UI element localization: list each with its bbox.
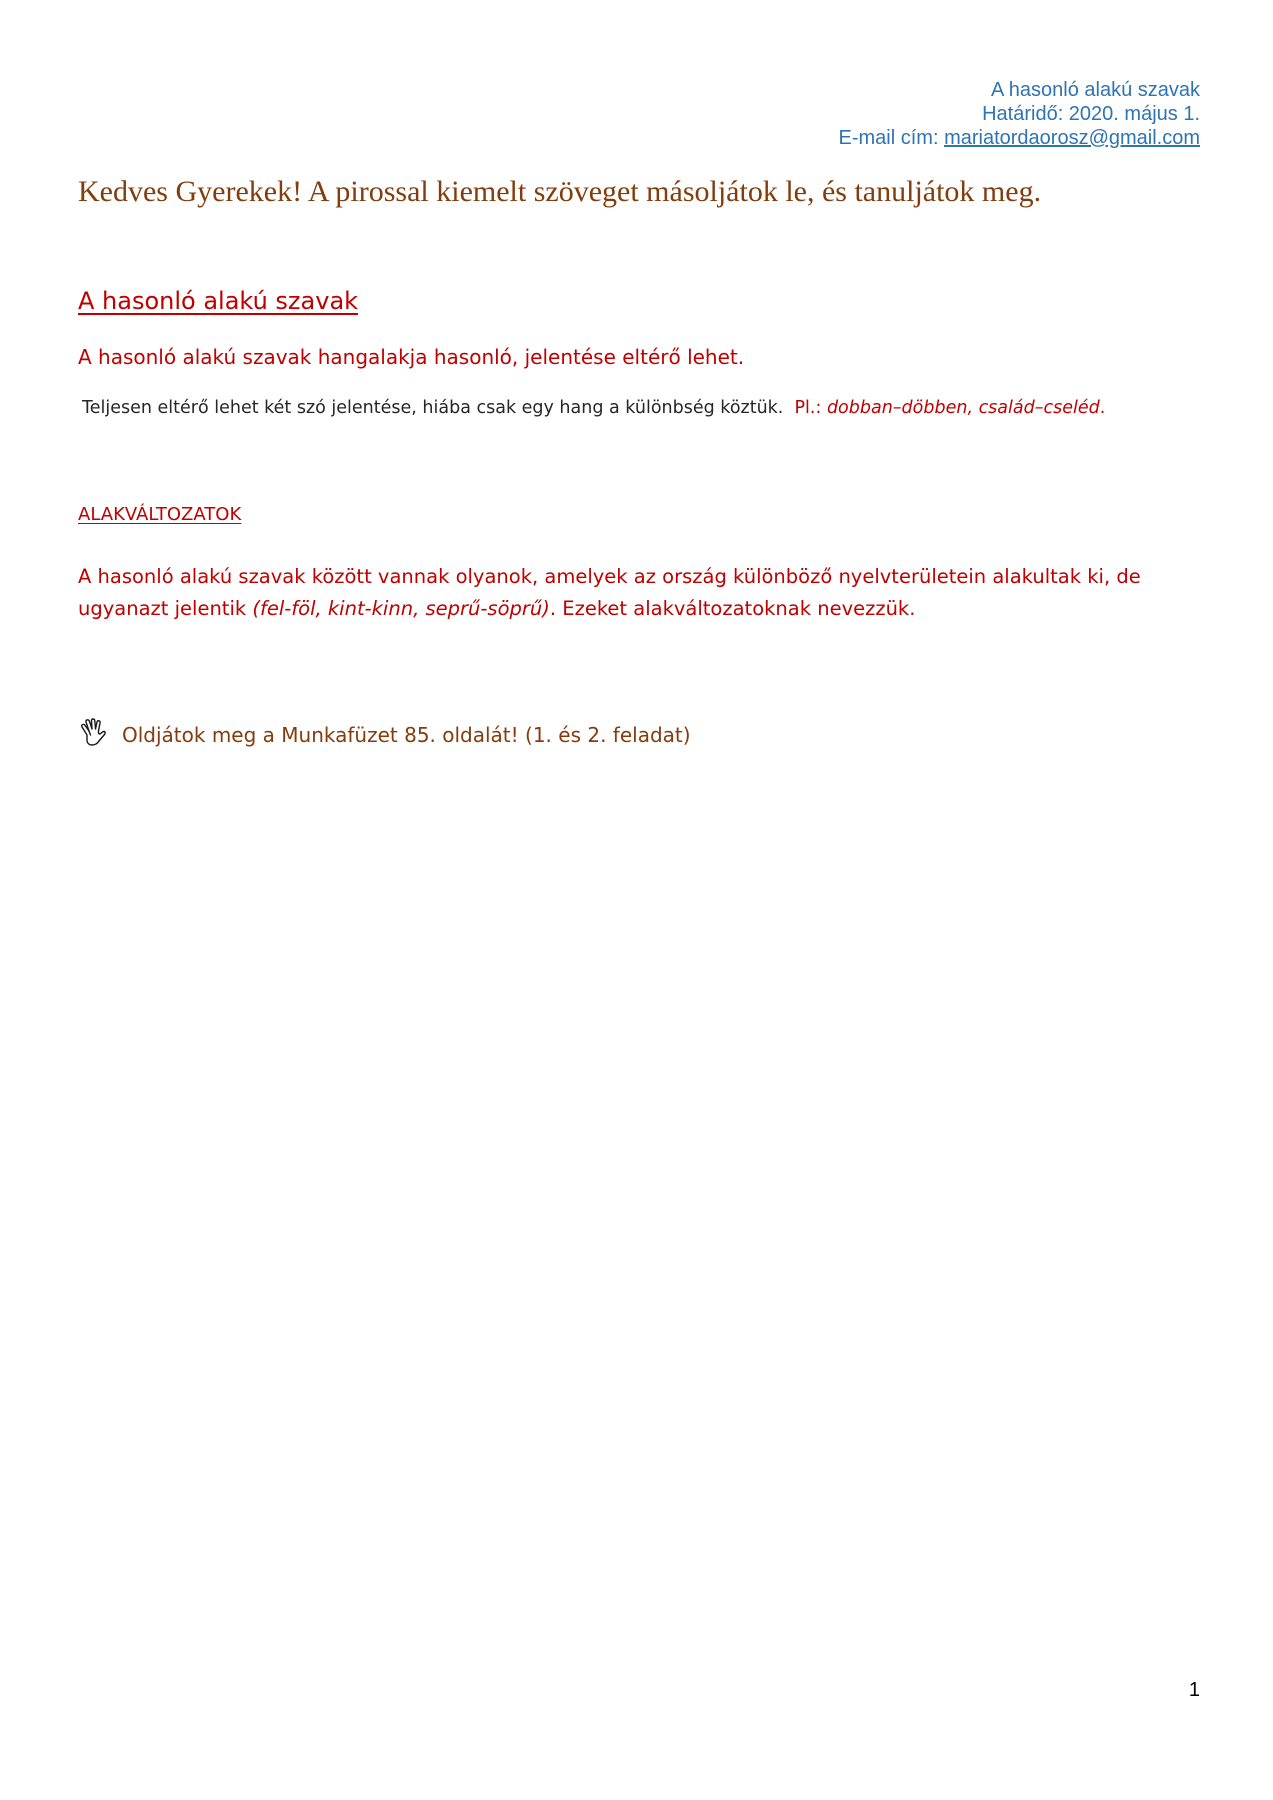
paragraph-text-after: . Ezeket alakváltozatoknak nevezzük.	[549, 597, 916, 620]
email-link[interactable]: mariatordaorosz@gmail.com	[944, 127, 1200, 149]
example-words: dobban–döbben, család–cseléd	[826, 398, 1100, 418]
header-email-line	[839, 126, 1201, 150]
example-line	[82, 396, 1105, 420]
email-label: E-mail cím:	[838, 127, 945, 149]
document-header	[839, 78, 1201, 150]
hand-icon	[78, 718, 108, 748]
rule-text: A hasonló alakú szavak hangalakja hasonló, jelentése eltérő lehet.	[78, 345, 745, 369]
header-title: A hasonló alakú szavak	[990, 79, 1200, 101]
page-number: 1	[1188, 1679, 1200, 1701]
example-text: Teljesen eltérő lehet két szó jelentése, hiába csak egy hang a különbség köztük.	[82, 398, 784, 418]
header-deadline: Határidő: 2020. május 1.	[982, 103, 1200, 125]
paragraph-text-before: A hasonló alakú szavak között vannak olyanok, amelyek az ország különböző nyelvterületein alakultak ki, de ugyanazt jelentik	[78, 565, 1141, 620]
paragraph-examples: (fel-föl, kint-kinn, seprű-söprű)	[252, 597, 550, 620]
subsection-paragraph	[78, 561, 1198, 625]
section-title: A hasonló alakú szavak	[78, 287, 359, 315]
example-end: .	[1099, 398, 1106, 418]
task-text: Oldjátok meg a Munkafüzet 85. oldalát! (1. és 2. feladat)	[122, 723, 691, 747]
subsection-title: ALAKVÁLTOZATOK	[78, 504, 242, 525]
greeting-text: Kedves Gyerekek! A pirossal kiemelt szöveget másoljátok le, és tanuljátok meg.	[78, 175, 1042, 208]
task-line	[78, 718, 691, 750]
example-label: Pl.:	[794, 398, 822, 418]
